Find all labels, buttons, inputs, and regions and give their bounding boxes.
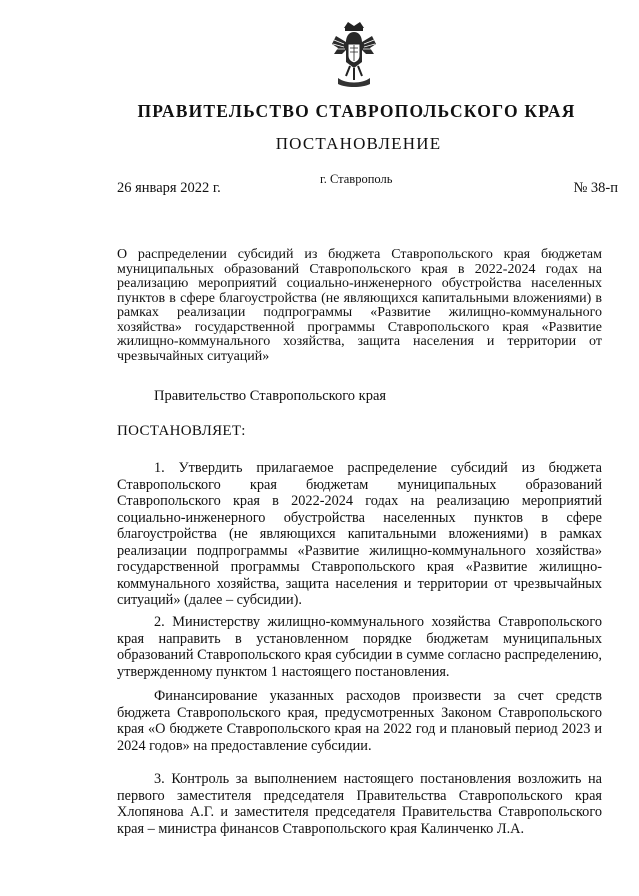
- paragraph-2: 2. Министерству жилищно-коммунального хозяйства Ставропольского края направить в установленном порядке бюджетам муниципальных образований Ставропольского края субсидии в сумме согласно распределению, утвержденному пунктом 1 настоящего постановления.: [117, 614, 602, 680]
- issuing-body: Правительство Ставропольского края: [154, 388, 387, 404]
- paragraph-3: 3. Контроль за выполнением настоящего постановления возложить на первого заместителя председателя Правительства Ставропольского края Хлопянова А.Г. и заместителя председателя Правительства Ставропольского края – министра финансов Ставропольского края Калинченко Л.А.: [117, 771, 602, 837]
- city: г. Ставрополь: [320, 172, 393, 186]
- decree-heading: ПОСТАНОВЛЯЕТ:: [117, 423, 246, 439]
- document-subject: О распределении субсидий из бюджета Ставропольского края бюджетам муниципальных образований Ставропольского края в 2022-2024 годах на реализацию мероприятий социально-инженерного обустройства населенных пунктов в сфере благоустройства (не являющихся капитальными вложениями) в рамках реализации подпрограммы «Развитие жилищно-коммунального хозяйства» государственной программы Ставропольского края «Развитие жилищно-коммунального хозяйства, защита населения и территории от чрезвычайных ситуаций»: [117, 247, 602, 364]
- document-type: ПОСТАНОВЛЕНИЕ: [275, 134, 442, 153]
- paragraph-2-financing: Финансирование указанных расходов произвести за счет средств бюджета Ставропольского края, предусмотренных Законом Ставропольского края «О бюджете Ставропольского края на 2022 год и плановый период 2023 и 2024 годов» на предоставление субсидии.: [117, 688, 602, 754]
- organization-title: ПРАВИТЕЛЬСТВО СТАВРОПОЛЬСКОГО КРАЯ: [137, 101, 576, 121]
- stavropol-coat-of-arms-icon: [328, 18, 380, 90]
- document-number: № 38-п: [573, 180, 618, 196]
- document-date: 26 января 2022 г.: [117, 180, 221, 196]
- paragraph-1: 1. Утвердить прилагаемое распределение субсидий из бюджета Ставропольского края бюджетам муниципальных образований Ставропольского края в 2022-2024 годах на реализацию мероприятий социально-инженерного обустройства населенных пунктов в сфере благоустройства (не являющихся капитальными вложениями) в рамках реализации подпрограммы «Развитие жилищно-коммунального хозяйства» государственной программы Ставропольского края «Развитие жилищно-коммунального хозяйства, защита населения и территории от чрезвычайных ситуаций» (далее – субсидии).: [117, 460, 602, 608]
